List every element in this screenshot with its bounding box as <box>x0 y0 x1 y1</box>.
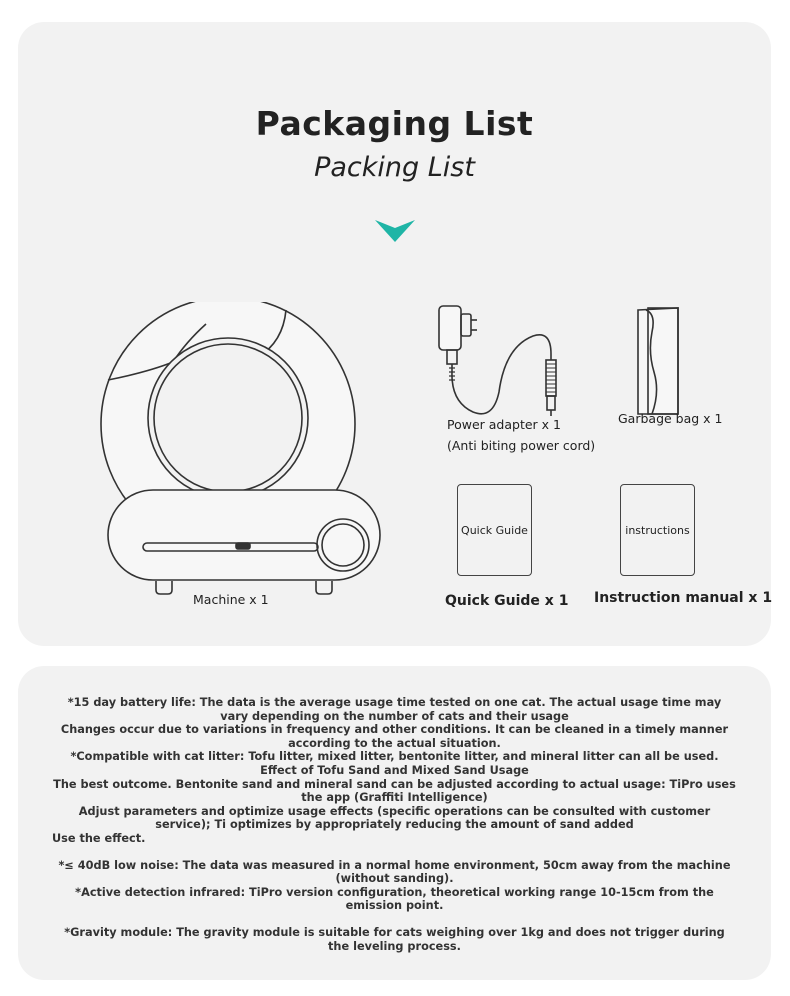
instruction-manual-caption: Instruction manual x 1 <box>594 590 773 606</box>
machine-caption: Machine x 1 <box>193 592 269 607</box>
note-effect: Use the effect. <box>52 831 146 845</box>
garbage-bag-illustration <box>630 302 710 422</box>
quick-guide-card-label: Quick Guide <box>461 523 528 537</box>
garbage-bag-caption: Garbage bag x 1 <box>618 411 723 426</box>
note-infrared: *Active detection infrared: TiPro version configuration, theoretical working range 10-15cm from the emission point. <box>75 885 714 913</box>
chevron-down-icon <box>375 220 415 244</box>
machine-illustration <box>88 302 388 602</box>
note-litter: *Compatible with cat litter: Tofu litter, mixed litter, bentonite litter, and mineral litter can all be used. Effect of Tofu Sand and Mixed Sand Usage <box>70 750 719 777</box>
quick-guide-caption: Quick Guide x 1 <box>445 593 569 609</box>
power-adapter-note: (Anti biting power cord) <box>447 438 596 453</box>
power-adapter-illustration <box>433 302 583 422</box>
notes-panel <box>18 666 771 980</box>
page-title: Packaging List <box>255 104 534 143</box>
note-battery: *15 day battery life: The data is the average usage time tested on one cat. The actual usage time may vary depending on the number of cats and their usage <box>67 696 722 723</box>
quick-guide-card <box>457 484 532 576</box>
packaging-list-panel <box>18 22 771 646</box>
note-battery-cont: Changes occur due to variations in frequency and other conditions. It can be cleaned in a timely manner according to the actual situation. <box>60 723 729 750</box>
power-adapter-caption: Power adapter x 1 <box>447 417 561 432</box>
note-litter-cont: The best outcome. Bentonite sand and mineral sand can be adjusted according to actual usage: TiPro uses the app (Graffiti Intelligence) <box>53 777 736 805</box>
instructions-card-label: instructions <box>625 523 690 537</box>
page-subtitle: Packing List <box>314 152 475 183</box>
note-noise: *≤ 40dB low noise: The data was measured in a normal home environment, 50cm away from the machine (without sanding). <box>58 858 731 886</box>
note-parameters: Adjust parameters and optimize usage effects (specific operations can be consulted with customer service); Ti optimizes by appropriately reducing the amount of sand added <box>78 804 711 832</box>
notes-text <box>18 696 771 953</box>
instructions-card <box>620 484 695 576</box>
note-gravity: *Gravity module: The gravity module is suitable for cats weighing over 1kg and does not trigger during the leveling process. <box>64 925 725 953</box>
